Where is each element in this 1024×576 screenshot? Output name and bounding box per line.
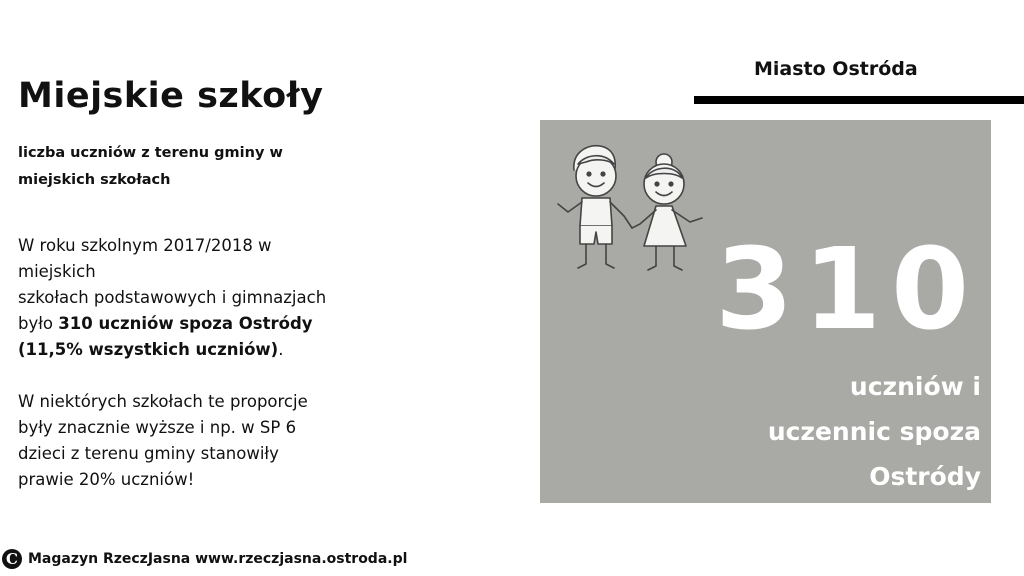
body-line: szkołach podstawowych i gimnazjach — [18, 288, 327, 307]
body-line: były znacznie wyższe i np. w SP 6 — [18, 418, 297, 437]
subtitle-line: miejskich szkołach — [18, 172, 171, 188]
children-illustration-icon — [552, 140, 712, 280]
magazine-logo-icon: C — [2, 549, 22, 569]
stat-panel — [540, 120, 991, 503]
body-line: prawie 20% uczniów! — [18, 470, 195, 489]
page-title: Miejskie szkoły — [18, 76, 324, 116]
subtitle-line: liczba uczniów z terenu gminy w — [18, 145, 283, 161]
body-line — [18, 311, 438, 337]
body-highlight: (11,5% wszystkich uczniów) — [18, 340, 279, 359]
divider — [694, 96, 1024, 104]
body-text-regular: . — [278, 340, 284, 359]
paragraph-spacer — [18, 363, 438, 389]
city-label: Miasto Ostróda — [754, 58, 918, 80]
body-text — [18, 233, 438, 493]
subtitle — [18, 140, 318, 194]
body-highlight: 310 uczniów spoza Ostródy — [58, 314, 313, 333]
body-line — [18, 337, 438, 363]
body-text-regular: było — [18, 314, 59, 333]
footer — [2, 548, 407, 570]
stat-caption-line: uczennic spoza — [767, 417, 981, 446]
body-line: dzieci z terenu gminy stanowiły — [18, 444, 279, 463]
body-line: miejskich — [18, 262, 96, 281]
stat-caption-line: uczniów i — [849, 372, 981, 401]
stat-caption — [768, 364, 981, 499]
body-line: W niektórych szkołach te proporcje — [18, 392, 308, 411]
footer-text: Magazyn RzeczJasna www.rzeczjasna.ostroda.pl — [28, 551, 408, 567]
stat-number: 310 — [715, 225, 979, 355]
stat-caption-line: Ostródy — [869, 462, 981, 491]
body-line: W roku szkolnym 2017/2018 w — [18, 236, 272, 255]
